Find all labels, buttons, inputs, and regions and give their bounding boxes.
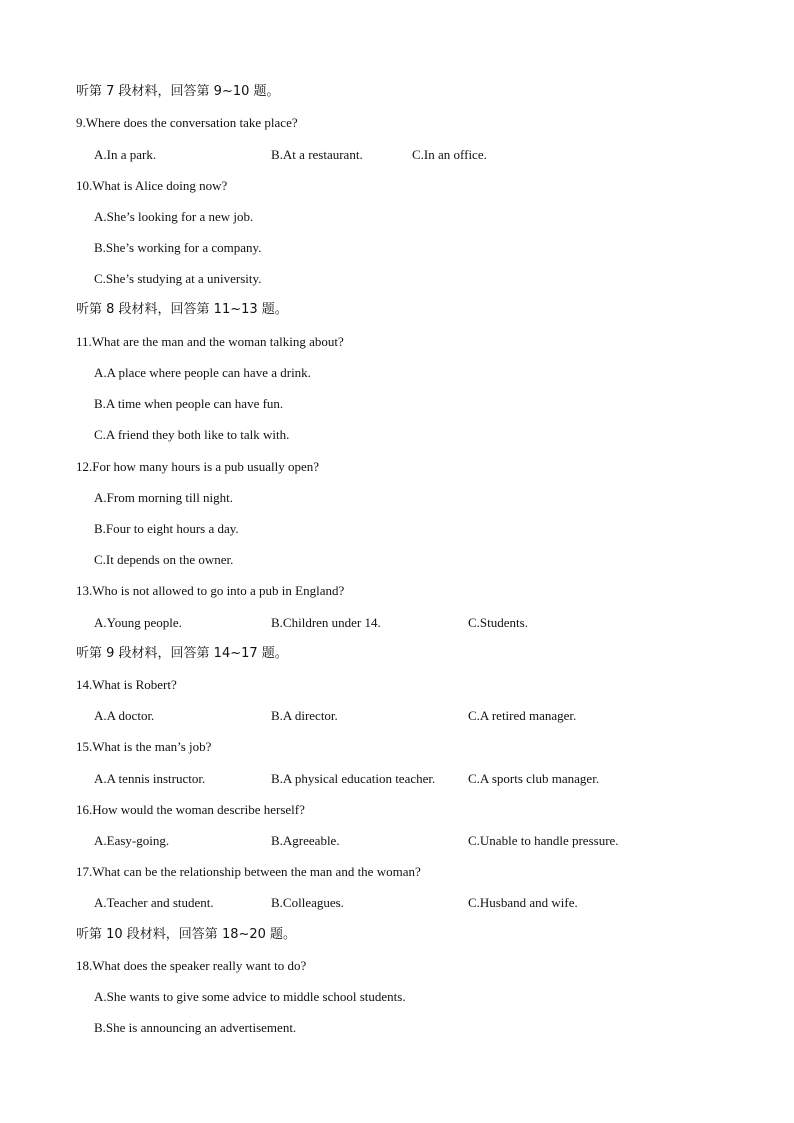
question-17-stem: 17.What can be the relationship between the man and the woman? (76, 864, 421, 879)
question-15-stem: 15.What is the man’s job? (76, 739, 212, 754)
question-12-option-a: A.From morning till night. (94, 490, 234, 505)
question-14-option-b: B.A director. (271, 708, 338, 723)
question-9-option-a: A.In a park. (94, 147, 157, 162)
question-15-option-c: C.A sports club manager. (468, 771, 600, 786)
section-heading-9: 听第 9 段材料，回答第 14~17 题。 (76, 646, 288, 661)
question-16-option-b: B.Agreeable. (271, 833, 340, 848)
question-17-option-c: C.Husband and wife. (468, 895, 578, 910)
question-10-option-b: B.She’s working for a company. (94, 240, 262, 255)
question-15-option-b: B.A physical education teacher. (271, 771, 436, 786)
question-17-option-b: B.Colleagues. (271, 895, 344, 910)
question-12-stem: 12.For how many hours is a pub usually open? (76, 459, 320, 474)
question-13-stem: 13.Who is not allowed to go into a pub in England? (76, 583, 345, 598)
question-12-option-c: C.It depends on the owner. (94, 552, 234, 567)
question-10-stem: 10.What is Alice doing now? (76, 178, 228, 193)
question-15-option-a: A.A tennis instructor. (94, 771, 206, 786)
question-14-option-a: A.A doctor. (94, 708, 155, 723)
question-9-stem: 9.Where does the conversation take place? (76, 115, 298, 130)
question-17-option-a: A.Teacher and student. (94, 895, 214, 910)
question-18-option-b: B.She is announcing an advertisement. (94, 1020, 297, 1035)
question-13-option-b: B.Children under 14. (271, 615, 381, 630)
question-16-option-a: A.Easy-going. (94, 833, 170, 848)
question-13-option-c: C.Students. (468, 615, 528, 630)
section-heading-7: 听第 7 段材料，回答第 9~10 题。 (76, 84, 280, 99)
question-11-option-c: C.A friend they both like to talk with. (94, 427, 290, 442)
question-18-stem: 18.What does the speaker really want to do? (76, 958, 307, 973)
question-9-option-b: B.At a restaurant. (271, 147, 363, 162)
section-heading-10: 听第 10 段材料，回答第 18~20 题。 (76, 927, 297, 942)
question-10-option-c: C.She’s studying at a university. (94, 271, 262, 286)
question-16-option-c: C.Unable to handle pressure. (468, 833, 619, 848)
question-9-option-c: C.In an office. (412, 147, 487, 162)
section-heading-8: 听第 8 段材料，回答第 11~13 题。 (76, 302, 288, 317)
question-11-option-b: B.A time when people can have fun. (94, 396, 284, 411)
question-11-stem: 11.What are the man and the woman talking about? (76, 334, 344, 349)
question-11-option-a: A.A place where people can have a drink. (94, 365, 311, 380)
question-18-option-a: A.She wants to give some advice to middle school students. (94, 989, 406, 1004)
question-10-option-a: A.She’s looking for a new job. (94, 209, 254, 224)
question-12-option-b: B.Four to eight hours a day. (94, 521, 239, 536)
question-13-option-a: A.Young people. (94, 615, 182, 630)
question-16-stem: 16.How would the woman describe herself? (76, 802, 305, 817)
question-14-stem: 14.What is Robert? (76, 677, 177, 692)
question-14-option-c: C.A retired manager. (468, 708, 577, 723)
